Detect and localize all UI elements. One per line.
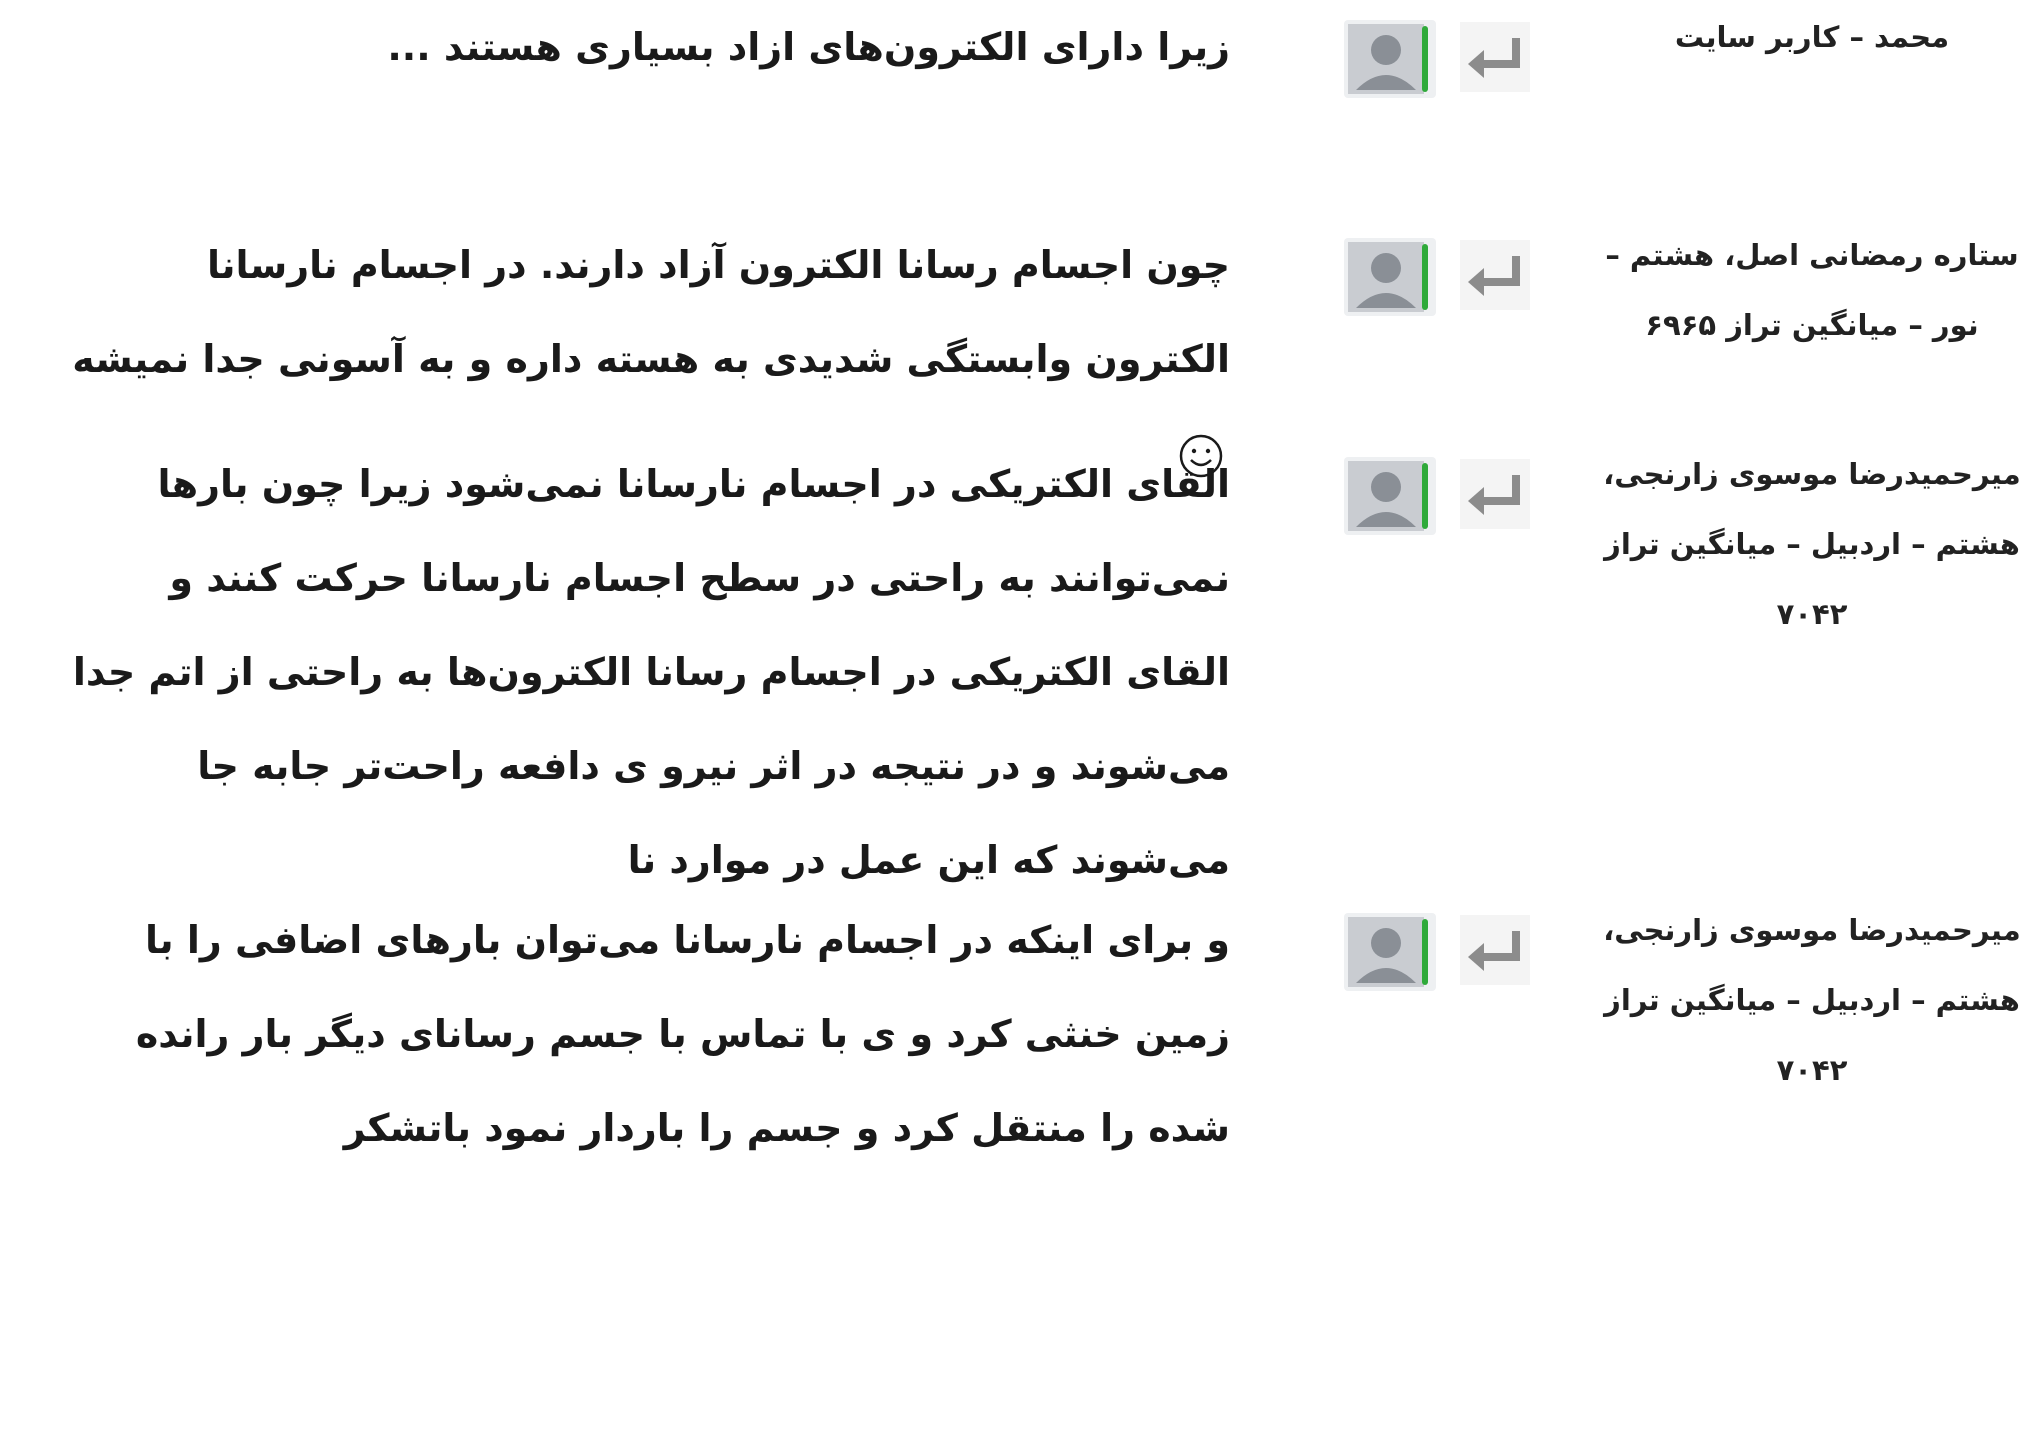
- author-name-line: ستاره رمضانی اصل، هشتم –: [1605, 238, 2019, 272]
- reply-arrow-icon[interactable]: [1460, 915, 1530, 985]
- comment-text: القای الکتریکی در اجسام نارسانا نمی‌شود زیرا چون بارها نمی‌توانند به راحتی در سطح اجسام نارسانا حرکت کنند و القای الکتریکی در اجسام رسانا الکترون‌ها به راحتی از اتم جدا می‌شوند و در نتیجه در اثر نیرو ی دافعه راحت‌تر جابه جا می‌شوند که این عمل در موارد نا: [72, 462, 1230, 882]
- comment-text: چون اجسام رسانا الکترون آزاد دارند. در اجسام نارسانا الکترون وابستگی شدیدی به هسته داره و به آسونی جدا نمیشه: [72, 243, 1230, 381]
- user-avatar-icon: [1344, 20, 1436, 98]
- comment-author: [1600, 2, 2024, 72]
- author-meta-line: نور – میانگین تراز ۶۹۶۵: [1645, 308, 1979, 342]
- comment-text: و برای اینکه در اجسام نارسانا می‌توان بارهای اضافی را با زمین خنثی کرد و ی با تماس با جسم رسانای دیگر بار رانده شده را منتقل کرد و جسم را باردار نمود باتشکر: [135, 918, 1230, 1150]
- reply-arrow-icon[interactable]: [1460, 459, 1530, 529]
- author-name-line: محمد – کاربر سایت: [1674, 20, 1950, 54]
- user-avatar-icon: [1344, 238, 1436, 316]
- author-name-line: میرحمیدرضا موسوی زارنجی،: [1603, 457, 2021, 491]
- author-meta-line: هشتم – اردبیل – میانگین تراز: [1604, 983, 2020, 1017]
- comment-author: [1600, 895, 2024, 1105]
- reply-arrow-icon[interactable]: [1460, 240, 1530, 310]
- author-name-line: میرحمیدرضا موسوی زارنجی،: [1603, 913, 2021, 947]
- user-avatar-icon: [1344, 457, 1436, 535]
- user-avatar-icon: [1344, 913, 1436, 991]
- author-score-line: ۷۰۴۲: [1776, 597, 1848, 631]
- comment-text: زیرا دارای الکترون‌های ازاد بسیاری هستند ...: [387, 25, 1230, 69]
- comment-author: [1600, 439, 2024, 649]
- author-meta-line: هشتم – اردبیل – میانگین تراز: [1604, 527, 2020, 561]
- comment-author: [1600, 220, 2024, 360]
- reply-arrow-icon[interactable]: [1460, 22, 1530, 92]
- author-score-line: ۷۰۴۲: [1776, 1053, 1848, 1087]
